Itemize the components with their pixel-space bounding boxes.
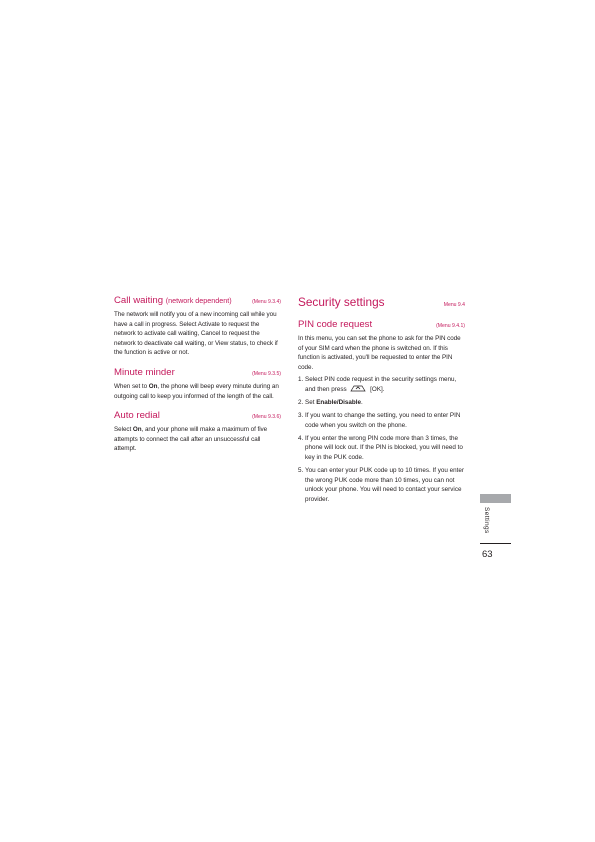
call-waiting-section [114, 295, 281, 358]
auto-redial-heading-row [114, 410, 281, 422]
pin-step-5 [298, 466, 465, 504]
minute-minder-body-bold: On [148, 382, 158, 390]
auto-redial-menu-ref: (Menu 9.3.6) [252, 414, 281, 421]
minute-minder-body [114, 382, 281, 401]
auto-redial-title: Auto redial [114, 410, 160, 422]
step-number: 3. [298, 412, 304, 420]
pin-step-2 [298, 398, 465, 408]
step-number: 4. [298, 434, 304, 442]
call-waiting-heading-row [114, 295, 281, 307]
call-waiting-title: Call waiting [114, 295, 164, 306]
call-waiting-body: The network will notify you of a new incoming call while you have a call in progress. Select Activate to request the network to activate call waiting, Cancel to request the network to deactivate call waiting, or View status, to check if the function is active or not. [114, 311, 278, 357]
minute-minder-body-post: , the phone will beep every minute during an outgoing call to keep you informed of the length of the call. [114, 382, 279, 400]
minute-minder-body-pre: When set to [114, 382, 149, 390]
page-number-divider [480, 543, 511, 544]
page-number: 63 [482, 549, 493, 560]
chapter-label: Settings [483, 507, 490, 534]
call-waiting-heading [114, 295, 232, 307]
security-settings-title: Security settings [298, 295, 385, 309]
ok-key-icon [350, 385, 366, 392]
minute-minder-title: Minute minder [114, 366, 175, 378]
step-text: If you want to change the setting, you need to enter PIN code when you switch on the phone. [305, 412, 461, 429]
pin-code-menu-ref: (Menu 9.4.1) [436, 323, 465, 329]
step-text-post: . [361, 399, 363, 407]
chapter-tab [480, 494, 511, 503]
minute-minder-menu-ref: (Menu 9.3.5) [252, 370, 281, 377]
pin-step-4 [298, 434, 465, 463]
auto-redial-section [114, 410, 281, 454]
minute-minder-section [114, 367, 281, 401]
enable-disable-option: Enable/Disable [316, 399, 361, 407]
auto-redial-body-bold: On [132, 426, 142, 434]
step-text: Set [305, 399, 317, 407]
call-waiting-menu-ref: (Menu 9.3.4) [252, 299, 281, 305]
minute-minder-heading-row [114, 367, 281, 379]
step-number: 2. [298, 399, 304, 407]
step-text: You can enter your PUK code up to 10 times. If you enter the wrong PUK code more than 10 times, you can not unlock your phone. You will need to contact your service provider. [305, 467, 465, 503]
auto-redial-body [114, 425, 281, 454]
right-column [298, 295, 465, 508]
pin-code-title: PIN code request [298, 319, 373, 330]
step-text: Select PIN code request in the security settings menu, and then press [305, 376, 457, 393]
pin-code-intro: In this menu, you can set the phone to ask for the PIN code of your SIM card when the phone is switched on. If this function is activated, you'll be requested to enter the PIN code. [298, 335, 461, 371]
step-text: If you enter the wrong PIN code more than 3 times, the phone will lock out. If the PIN is blocked, you will need to key in the PUK code. [305, 434, 463, 462]
step-number: 5. [298, 467, 304, 475]
call-waiting-subtitle: (network dependent) [165, 296, 232, 305]
pin-steps-list [298, 375, 465, 504]
auto-redial-body-post: , and your phone will make a maximum of five attempts to connect the call after an unsuccessful call attempt. [114, 426, 268, 453]
step-text-post: [OK]. [370, 385, 385, 393]
security-settings-menu-ref: Menu 9.4 [443, 302, 465, 308]
security-settings-heading-row [298, 295, 465, 309]
pin-step-1 [298, 375, 465, 394]
pin-step-3 [298, 411, 465, 430]
pin-code-heading-row [298, 319, 465, 331]
left-column [114, 295, 281, 463]
step-number: 1. [298, 376, 304, 384]
auto-redial-body-pre: Select [114, 426, 133, 434]
